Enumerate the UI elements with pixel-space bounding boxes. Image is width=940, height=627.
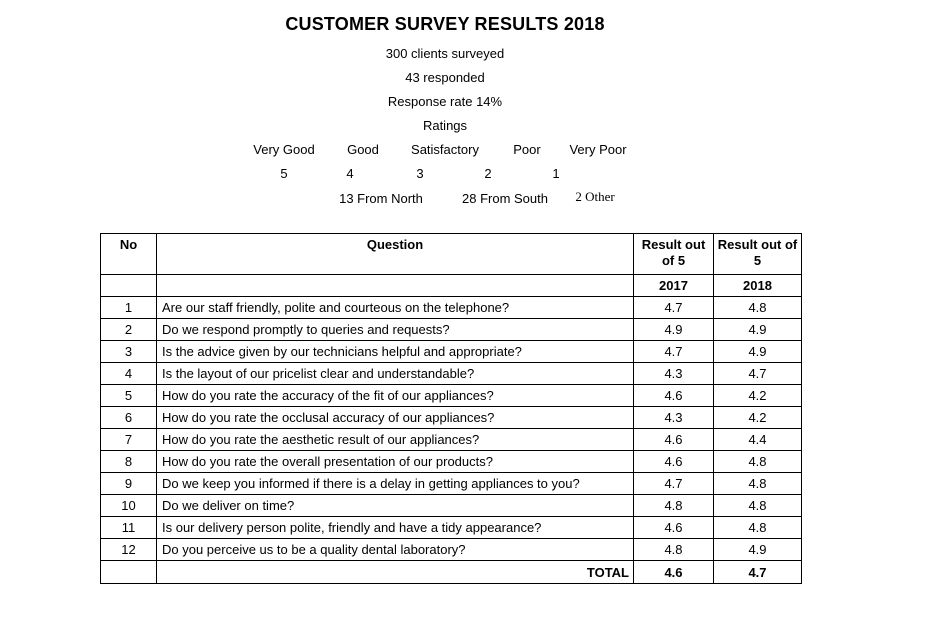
survey-results-table bbox=[100, 233, 802, 584]
total-label: TOTAL bbox=[157, 561, 634, 584]
table-header-row bbox=[101, 234, 802, 275]
year-row-blank-question bbox=[157, 275, 634, 297]
row-number: 6 bbox=[101, 407, 157, 429]
row-question: Is our delivery person polite, friendly and have a tidy appearance? bbox=[157, 517, 634, 539]
row-question: How do you rate the occlusal accuracy of our appliances? bbox=[157, 407, 634, 429]
row-question: How do you rate the aesthetic result of our appliances? bbox=[157, 429, 634, 451]
ratings-heading: Ratings bbox=[422, 118, 468, 133]
rating-label-very-good: Very Good bbox=[253, 142, 315, 157]
row-question: How do you rate the overall presentation of our products? bbox=[157, 451, 634, 473]
response-rate: Response rate 14% bbox=[387, 94, 503, 109]
year-2017: 2017 bbox=[634, 275, 714, 297]
row-result-2018: 4.2 bbox=[714, 385, 802, 407]
row-result-2018: 4.8 bbox=[714, 495, 802, 517]
row-number: 4 bbox=[101, 363, 157, 385]
table-row bbox=[101, 407, 802, 429]
rating-value-poor: 2 bbox=[484, 166, 492, 181]
table-row bbox=[101, 517, 802, 539]
column-header-no: No bbox=[101, 234, 157, 275]
table-row bbox=[101, 429, 802, 451]
table-row bbox=[101, 495, 802, 517]
row-result-2018: 4.8 bbox=[714, 517, 802, 539]
row-result-2018: 4.4 bbox=[714, 429, 802, 451]
row-number: 10 bbox=[101, 495, 157, 517]
table-row bbox=[101, 341, 802, 363]
column-header-result-2018: Result out of 5 bbox=[714, 234, 802, 275]
row-question: Is the advice given by our technicians helpful and appropriate? bbox=[157, 341, 634, 363]
region-south: 28 From South bbox=[462, 191, 548, 206]
row-number: 11 bbox=[101, 517, 157, 539]
row-result-2017: 4.3 bbox=[634, 407, 714, 429]
rating-value-very-poor: 1 bbox=[552, 166, 560, 181]
table-row bbox=[101, 297, 802, 319]
region-north: 13 From North bbox=[339, 191, 423, 206]
row-result-2018: 4.8 bbox=[714, 297, 802, 319]
row-result-2017: 4.8 bbox=[634, 539, 714, 561]
row-result-2017: 4.6 bbox=[634, 451, 714, 473]
table-row bbox=[101, 385, 802, 407]
row-result-2017: 4.7 bbox=[634, 341, 714, 363]
row-question: How do you rate the accuracy of the fit of our appliances? bbox=[157, 385, 634, 407]
row-result-2017: 4.7 bbox=[634, 473, 714, 495]
total-row-blank bbox=[101, 561, 157, 584]
row-result-2017: 4.6 bbox=[634, 385, 714, 407]
row-number: 9 bbox=[101, 473, 157, 495]
row-number: 5 bbox=[101, 385, 157, 407]
rating-label-poor: Poor bbox=[513, 142, 541, 157]
rating-value-satisfactory: 3 bbox=[416, 166, 424, 181]
table-row bbox=[101, 473, 802, 495]
row-result-2018: 4.9 bbox=[714, 341, 802, 363]
row-question: Are our staff friendly, polite and courteous on the telephone? bbox=[157, 297, 634, 319]
row-number: 3 bbox=[101, 341, 157, 363]
table-row bbox=[101, 451, 802, 473]
rating-value-good: 4 bbox=[346, 166, 354, 181]
row-question: Do we deliver on time? bbox=[157, 495, 634, 517]
region-other: 2 Other bbox=[575, 189, 615, 204]
row-number: 12 bbox=[101, 539, 157, 561]
year-2018: 2018 bbox=[714, 275, 802, 297]
column-header-result-2017: Result out of 5 bbox=[634, 234, 714, 275]
row-result-2018: 4.8 bbox=[714, 473, 802, 495]
year-row bbox=[101, 275, 802, 297]
row-result-2018: 4.9 bbox=[714, 319, 802, 341]
clients-surveyed: 300 clients surveyed bbox=[385, 46, 505, 61]
row-number: 7 bbox=[101, 429, 157, 451]
row-number: 8 bbox=[101, 451, 157, 473]
table-row bbox=[101, 539, 802, 561]
row-number: 2 bbox=[101, 319, 157, 341]
row-number: 1 bbox=[101, 297, 157, 319]
total-result-2018: 4.7 bbox=[714, 561, 802, 584]
row-result-2017: 4.7 bbox=[634, 297, 714, 319]
rating-label-good: Good bbox=[347, 142, 379, 157]
clients-responded: 43 responded bbox=[405, 70, 485, 85]
page-title: CUSTOMER SURVEY RESULTS 2018 bbox=[285, 14, 605, 34]
total-result-2017: 4.6 bbox=[634, 561, 714, 584]
row-result-2018: 4.9 bbox=[714, 539, 802, 561]
rating-label-very-poor: Very Poor bbox=[569, 142, 627, 157]
row-question: Do you perceive us to be a quality dental laboratory? bbox=[157, 539, 634, 561]
row-question: Do we respond promptly to queries and requests? bbox=[157, 319, 634, 341]
rating-label-satisfactory: Satisfactory bbox=[411, 142, 479, 157]
row-result-2017: 4.9 bbox=[634, 319, 714, 341]
year-row-blank-no bbox=[101, 275, 157, 297]
table-row bbox=[101, 363, 802, 385]
row-result-2017: 4.6 bbox=[634, 517, 714, 539]
column-header-question: Question bbox=[157, 234, 634, 275]
row-result-2018: 4.2 bbox=[714, 407, 802, 429]
row-result-2017: 4.8 bbox=[634, 495, 714, 517]
row-result-2018: 4.8 bbox=[714, 451, 802, 473]
total-row bbox=[101, 561, 802, 584]
row-result-2017: 4.3 bbox=[634, 363, 714, 385]
row-result-2017: 4.6 bbox=[634, 429, 714, 451]
table-row bbox=[101, 319, 802, 341]
row-question: Is the layout of our pricelist clear and understandable? bbox=[157, 363, 634, 385]
rating-value-very-good: 5 bbox=[280, 166, 288, 181]
row-question: Do we keep you informed if there is a delay in getting appliances to you? bbox=[157, 473, 634, 495]
row-result-2018: 4.7 bbox=[714, 363, 802, 385]
